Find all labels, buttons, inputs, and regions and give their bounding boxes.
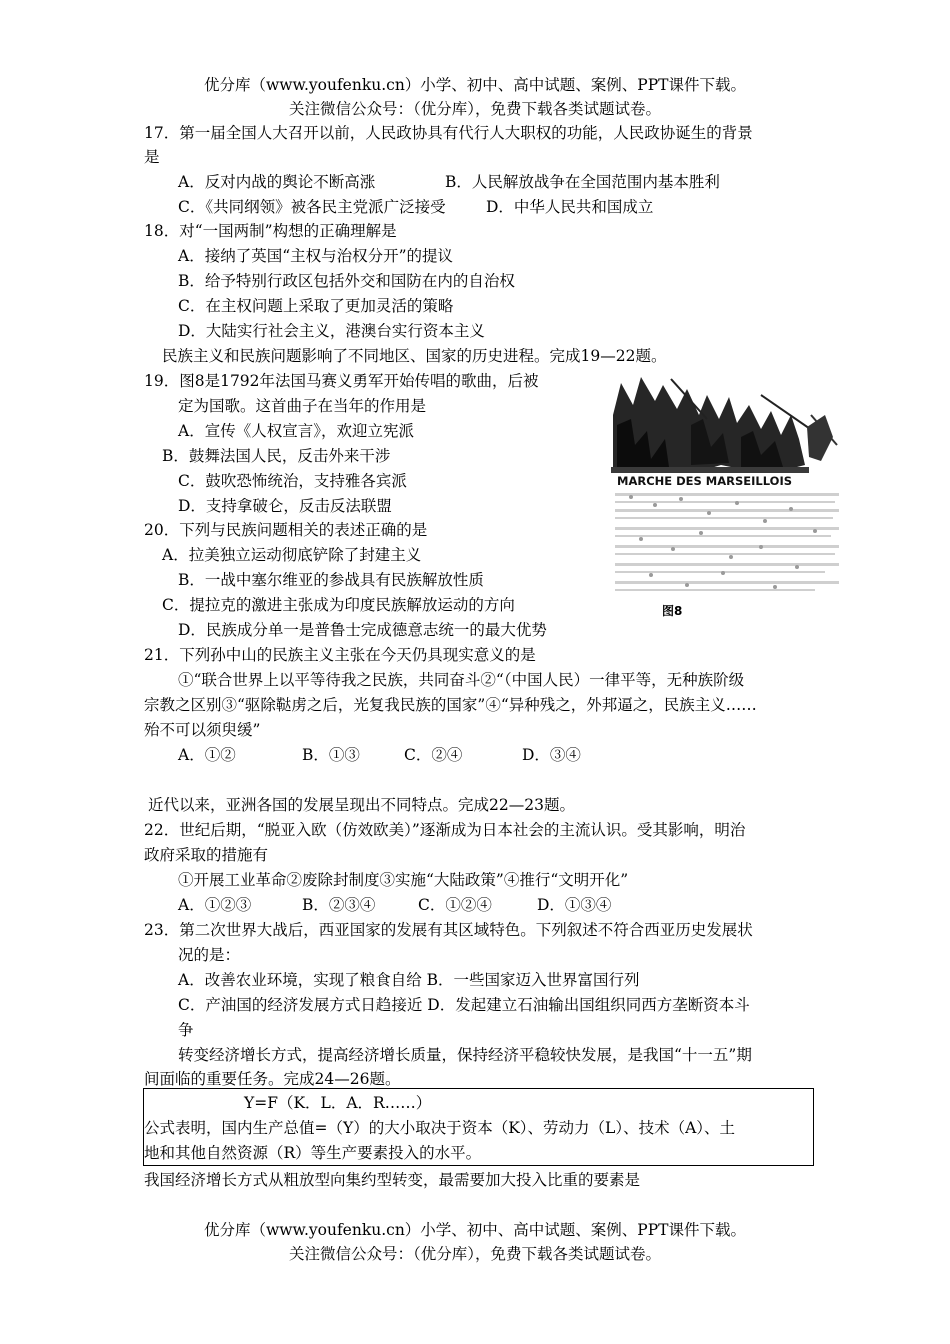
q23-options-cd: C．产油国的经济发展方式日趋接近 D．发起建立石油输出国组织同西方垄断资本斗 bbox=[178, 996, 750, 1014]
q22-stem-2: 政府采取的措施有 bbox=[144, 846, 269, 864]
q22-option-b: B．②③④ bbox=[302, 896, 376, 914]
q21-option-a: A．①② bbox=[178, 746, 236, 764]
q19-option-c: C．鼓吹恐怖统治，支持雅各宾派 bbox=[178, 472, 407, 490]
q18-option-b: B．给予特别行政区包括外交和国防在内的自治权 bbox=[178, 272, 515, 290]
q18-option-a: A．接纳了英国“主权与治权分开”的提议 bbox=[178, 247, 454, 265]
q17-option-d: D．中华人民共和国成立 bbox=[486, 198, 654, 216]
q20-option-d: D．民族成分单一是普鲁士完成德意志统一的最大优势 bbox=[178, 621, 547, 639]
figure-8-marseillaise bbox=[611, 375, 844, 623]
q17-stem-1: 17．第一届全国人大召开以前，人民政协具有代行人大职权的功能，人民政协诞生的背景 bbox=[144, 124, 753, 142]
q23-options-ab: A．改善农业环境，实现了粮食自给 B．一些国家迈入世界富国行列 bbox=[178, 971, 640, 989]
q17-option-b: B．人民解放战争在全国范围内基本胜利 bbox=[445, 173, 720, 191]
footer-line-1: 优分库（www.youfenku.cn）小学、初中、高中试题、案例、PPT课件下载。 bbox=[203, 1221, 747, 1239]
q21-option-d: D．③④ bbox=[522, 746, 581, 764]
section-intro-24-26-line-1: 转变经济增长方式，提高经济增长质量，保持经济平稳较快发展，是我国“十一五”期 bbox=[178, 1046, 752, 1064]
q21-option-c: C．②④ bbox=[404, 746, 463, 764]
q21-stem: 21．下列孙中山的民族主义主张在今天仍具现实意义的是 bbox=[144, 646, 536, 664]
footer-line-2: 关注微信公众号：（优分库），免费下载各类试题试卷。 bbox=[288, 1245, 661, 1263]
q24-stem: 我国经济增长方式从粗放型向集约型转变，最需要加大投入比重的要素是 bbox=[144, 1171, 641, 1189]
formula-explanation-1: 公式表明，国内生产总值=（Y）的大小取决于资本（K）、劳动力（L）、技术（A）、土 bbox=[144, 1119, 736, 1137]
figure-label: 图8 bbox=[662, 604, 683, 618]
q22-stem-1: 22．世纪后期，“脱亚入欧（仿效欧美）”逐渐成为日本社会的主流认识。受其影响，明治 bbox=[144, 821, 746, 839]
q23-option-d-cont: 争 bbox=[178, 1021, 194, 1039]
q21-quote-2: 宗教之区别③“驱除鞑虏之后，光复我民族的国家”④“异种残之，外邦逼之，民族主义…… bbox=[144, 696, 757, 714]
q22-option-a: A．①②③ bbox=[178, 896, 252, 914]
q19-option-b: B．鼓舞法国人民，反击外来干涉 bbox=[162, 447, 391, 465]
q21-option-b: B．①③ bbox=[302, 746, 360, 764]
q18-option-d: D．大陆实行社会主义，港澳台实行资本主义 bbox=[178, 322, 485, 340]
formula-explanation-2: 地和其他自然资源（R）等生产要素投入的水平。 bbox=[144, 1144, 482, 1162]
q21-quote-3: 殆不可以须臾缓” bbox=[144, 721, 261, 739]
formula: Y=F（K．L．A．R……） bbox=[244, 1094, 432, 1112]
q17-option-c: C．《共同纲领》被各民主党派广泛接受 bbox=[178, 198, 446, 216]
q22-items: ①开展工业革命②废除封制度③实施“大陆政策”④推行“文明开化” bbox=[178, 871, 629, 889]
figure-8-image bbox=[611, 375, 844, 623]
q19-option-d: D．支持拿破仑，反击反法联盟 bbox=[178, 497, 392, 515]
q20-option-a: A．拉美独立运动彻底铲除了封建主义 bbox=[162, 546, 422, 564]
header-line-2: 关注微信公众号：（优分库），免费下载各类试题试卷。 bbox=[288, 100, 661, 118]
q22-option-d: D．①③④ bbox=[537, 896, 612, 914]
figure-caption: MARCHE DES MARSEILLOIS bbox=[617, 474, 793, 488]
q23-stem-2: 况的是： bbox=[178, 946, 241, 964]
q17-option-a: A．反对内战的舆论不断高涨 bbox=[178, 173, 376, 191]
q19-stem-2: 定为国歌。这首曲子在当年的作用是 bbox=[178, 397, 427, 415]
q21-quote-1: ①“联合世界上以平等待我之民族，共同奋斗②“（中国人民）一律平等，无种族阶级 bbox=[178, 671, 745, 689]
q18-stem: 18．对“一国两制”构想的正确理解是 bbox=[144, 222, 397, 240]
section-intro-19-22: 民族主义和民族问题影响了不同地区、国家的历史进程。完成19—22题。 bbox=[162, 347, 667, 365]
q23-stem-1: 23．第二次世界大战后，西亚国家的发展有其区域特色。下列叙述不符合西亚历史发展状 bbox=[144, 921, 753, 939]
q17-stem-2: 是 bbox=[144, 148, 160, 166]
q20-option-c: C．提拉克的激进主张成为印度民族解放运动的方向 bbox=[162, 596, 515, 614]
header-line-1: 优分库（www.youfenku.cn）小学、初中、高中试题、案例、PPT课件下载。 bbox=[203, 76, 747, 94]
section-intro-22-23: 近代以来，亚洲各国的发展呈现出不同特点。完成22—23题。 bbox=[148, 796, 575, 814]
q22-option-c: C．①②④ bbox=[418, 896, 492, 914]
q20-option-b: B．一战中塞尔维亚的参战具有民族解放性质 bbox=[178, 571, 484, 589]
q19-stem-1: 19．图8是1792年法国马赛义勇军开始传唱的歌曲，后被 bbox=[144, 372, 539, 390]
q19-option-a: A．宣传《人权宣言》，欢迎立宪派 bbox=[178, 422, 414, 440]
q18-option-c: C．在主权问题上采取了更加灵活的策略 bbox=[178, 297, 454, 315]
section-intro-24-26-line-2: 间面临的重要任务。完成24—26题。 bbox=[144, 1070, 401, 1088]
q20-stem: 20．下列与民族问题相关的表述正确的是 bbox=[144, 521, 428, 539]
